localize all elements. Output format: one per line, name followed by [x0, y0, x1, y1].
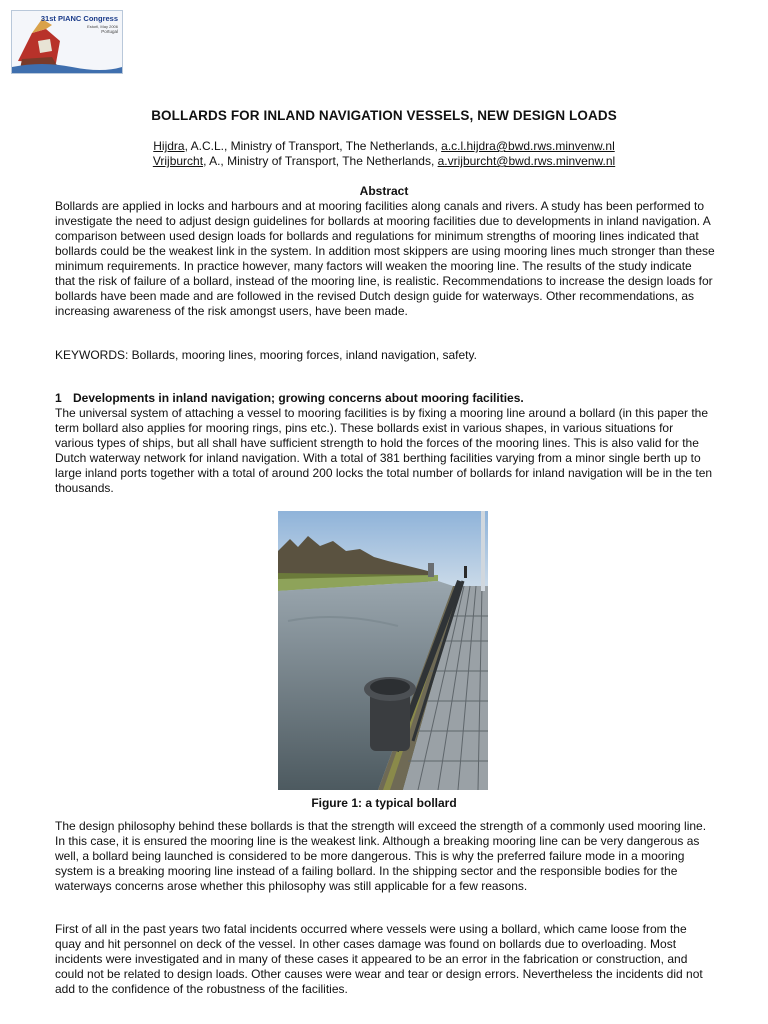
abstract-body: Bollards are applied in locks and harbours and at mooring facilities along canals and rivers. A study has been performed to investigate the need to adjust design guidelines for bollards at mooring facilities due to developments in inland navigation. A comparison between used design loads for bollards and regulations for minimum strengths of mooring lines indicated that bollards could be the weakest link in the system. In addition most skippers are using mooring lines much stronger than these minimum requirements. In practice however, many factors will weaken the mooring line. The results of the study indicate that the risk of failure of a bollard, instead of the mooring line, is realistic. Recommendations to increase the design loads for bollards have been made and are followed in the revised Dutch design guide for waterways. Other recommendations, as increasing awareness of the risk amongst users, have been made.	[55, 199, 715, 318]
conference-logo	[11, 10, 123, 74]
section-number: 1	[55, 391, 62, 405]
author-list	[0, 139, 768, 169]
logo-title: 31st PIANC Congress	[40, 14, 118, 23]
logo-text	[41, 14, 118, 34]
bollard-photo	[278, 511, 488, 790]
author-name[interactable]: Vrijburcht	[152, 154, 204, 168]
section-title: Developments in inland navigation; growing concerns about mooring facilities.	[73, 391, 524, 405]
author-affiliation: , A., Ministry of Transport, The Netherlands,	[203, 154, 438, 168]
body-paragraph: The design philosophy behind these bollards is that the strength will exceed the strength of a commonly used mooring line. In this case, it is ensured the mooring line is the weakest link. Although a breaking mooring line can be very dangerous as well, a bollard being launched is considered to be more dangerous. This is why the preferred failure mode in a mooring system is a breaking mooring line instead of a failing bollard. In the shipping sector and the responsible bodies for the waterways concerns arose whether this philosophy was still applicable for a few reasons.	[55, 819, 707, 893]
abstract-heading: Abstract	[359, 184, 409, 198]
author-line	[0, 154, 768, 169]
section-heading	[55, 391, 524, 406]
keywords: KEYWORDS: Bollards, mooring lines, mooring forces, inland navigation, safety.	[55, 348, 477, 362]
author-name[interactable]: Hijdra	[153, 139, 185, 153]
paper-title: BOLLARDS FOR INLAND NAVIGATION VESSELS, NEW DESIGN LOADS	[151, 108, 617, 123]
author-line	[0, 139, 768, 154]
author-affiliation: , A.C.L., Ministry of Transport, The Netherlands,	[184, 139, 442, 153]
figure-caption: Figure 1: a typical bollard	[311, 796, 457, 810]
author-email-link[interactable]: a.c.l.hijdra@bwd.rws.minvenw.nl	[441, 139, 615, 153]
section-body: The universal system of attaching a vessel to mooring facilities is by fixing a mooring line around a bollard (in this paper the term bollard also applies for mooring rings, pins etc.). These bollards exist in various shapes, in various situations for various types of ships, but all shall have sufficient strength to hold the forces of the mooring lines. This is also valid for the Dutch waterway network for inland navigation. With a total of 381 berthing facilities varying from a minor single berth up to large inland ports together with a total of around 200 locks the total number of bollards for inland navigation will be in the ten thousands.	[55, 406, 713, 495]
bollard-photo-image	[278, 511, 488, 790]
logo-country: Portugal	[101, 29, 118, 34]
author-email-link[interactable]: a.vrijburcht@bwd.rws.minvenw.nl	[437, 154, 616, 168]
logo-location: Estoril, May 2006	[87, 24, 118, 29]
body-paragraph: First of all in the past years two fatal incidents occurred where vessels were using a bollard, which came loose from the quay and hit personnel on deck of the vessel. In other cases damage was found on bollards due to overloading. Most incidents were investigated and in many of these cases it appeared to be an error in the fabrication or construction, and could not be related to design loads. Other causes were wear and tear or design errors. Nevertheless the incidents did not add to the confidence of the robustness of the facilities.	[55, 922, 703, 996]
